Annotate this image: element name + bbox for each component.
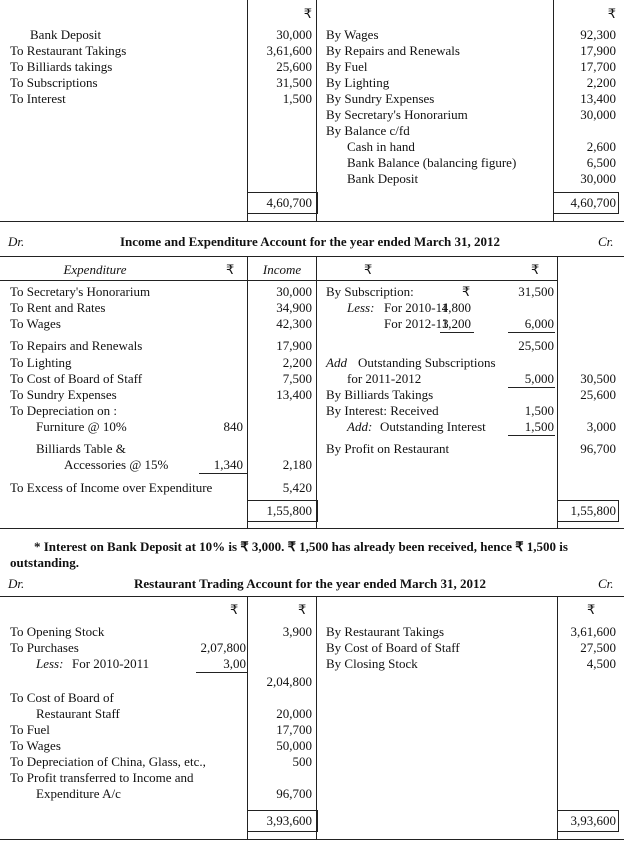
trading-right-label: By Restaurant Takings [326, 624, 445, 639]
cash-right-label: Cash in hand [347, 139, 415, 154]
trading-left-label: To Depreciation of China, Glass, etc., [10, 754, 206, 769]
trading-sub-amount: 2,07,800 [200, 640, 246, 655]
income-heading: Income [262, 262, 302, 277]
trading-left-label: To Purchases [10, 640, 79, 655]
inc-total: 1,55,800 [570, 503, 616, 518]
inc-mid-amount: 25,500 [518, 338, 554, 353]
cash-divider [553, 0, 554, 221]
table-top-rule [0, 596, 624, 597]
column-divider [316, 256, 317, 528]
column-divider [557, 256, 558, 528]
inc-label: Outstanding Interest [380, 419, 486, 434]
inc-label: By Billiards Takings [326, 387, 434, 402]
cash-left-amount: 3,61,600 [266, 43, 312, 58]
dr-label: Dr. [8, 576, 25, 591]
column-divider [247, 256, 248, 528]
expenditure-heading: Expenditure [63, 262, 127, 277]
trading-left-label: To Fuel [10, 722, 50, 737]
trading-right-label: By Closing Stock [326, 656, 418, 671]
cash-left-amount: 31,500 [276, 75, 312, 90]
cash-right-label: By Sundry Expenses [326, 91, 435, 106]
cash-right-amount: 30,000 [580, 107, 616, 122]
inc-label: Outstanding Subscriptions [358, 355, 496, 370]
trading-sub-amount: 3,00 [223, 656, 246, 671]
inc-mid-amount: 1,500 [524, 419, 554, 434]
inc-label: For 2010-11 [384, 300, 449, 315]
rupee-symbol: ₹ [531, 262, 540, 277]
inc-label: For 2012-13 [384, 316, 449, 331]
header-rule [0, 280, 557, 281]
trading-left-label: Expenditure A/c [36, 786, 121, 801]
footnote-line: outstanding. [10, 555, 79, 570]
exp-amount: 30,000 [276, 284, 312, 299]
trading-left-amount: 2,04,800 [266, 674, 312, 689]
exp-label: To Repairs and Renewals [10, 338, 143, 353]
trading-left-amount: 17,700 [276, 722, 312, 737]
footnote-line: * Interest on Bank Deposit at 10% is ₹ 3,000. ₹ 1,500 has already been received, hence ₹ 1,500 is [34, 539, 568, 554]
trading-right-amount: 3,61,600 [570, 624, 616, 639]
cash-right-amount: 17,700 [580, 59, 616, 74]
trading-left-label: Restaurant Staff [36, 706, 120, 721]
cash-left-amount: 30,000 [276, 27, 312, 42]
cash-right-label: Bank Deposit [347, 171, 419, 186]
trading-left-amount: 500 [292, 754, 312, 769]
inc-amount: 3,000 [586, 419, 616, 434]
rupee-symbol: ₹ [230, 602, 239, 617]
exp-label: To Rent and Rates [10, 300, 106, 315]
trading-left-amount: 96,700 [276, 786, 312, 801]
inc-mid-amount: 6,000 [524, 316, 554, 331]
cash-left-label: Bank Deposit [30, 27, 102, 42]
inc-label: Add: [347, 419, 373, 434]
exp-label: To Cost of Board of Staff [10, 371, 143, 386]
exp-amount: 13,400 [276, 387, 312, 402]
inc-amount: 30,500 [580, 371, 616, 386]
exp-sub-amount: 840 [223, 419, 243, 434]
inc-label: Add [326, 355, 347, 370]
exp-label: To Wages [10, 316, 61, 331]
inc-label: Less: [347, 300, 375, 315]
exp-label: Furniture @ 10% [36, 419, 127, 434]
subtotal-rule [508, 332, 555, 333]
rupee-symbol: ₹ [587, 602, 596, 617]
exp-label: To Lighting [10, 355, 72, 370]
trading-right-amount: 27,500 [580, 640, 616, 655]
exp-sub-amount: 1,340 [213, 457, 243, 472]
rupee-symbol: ₹ [303, 6, 312, 21]
exp-label: Accessories @ 15% [64, 457, 169, 472]
rupee-symbol: ₹ [226, 262, 235, 277]
inc-label: for 2011-2012 [347, 371, 422, 386]
trading-left-amount: 3,900 [282, 624, 312, 639]
account-title: Restaurant Trading Account for the year ended March 31, 2012 [134, 576, 486, 591]
exp-amount: 17,900 [276, 338, 312, 353]
dr-label: Dr. [8, 234, 25, 249]
cash-right-amount: 2,600 [586, 139, 616, 154]
inc-label: By Profit on Restaurant [326, 441, 450, 456]
cash-right-amount: 30,000 [580, 171, 616, 186]
cash-left-total: 4,60,700 [266, 195, 312, 210]
cr-label: Cr. [598, 234, 614, 249]
inc-mid-amount: 5,000 [524, 371, 554, 386]
cash-left-label: To Subscriptions [10, 75, 98, 90]
exp-label: To Secretary's Honorarium [10, 284, 151, 299]
rupee-symbol: ₹ [364, 262, 373, 277]
trading-left-label: To Profit transferred to Income and [10, 770, 194, 785]
cash-right-amount: 2,200 [586, 75, 616, 90]
cash-divider [247, 0, 248, 221]
inc-amount: 25,600 [580, 387, 616, 402]
trading-right-total: 3,93,600 [570, 813, 616, 828]
exp-label: To Excess of Income over Expenditure [10, 480, 213, 495]
trading-left-total: 3,93,600 [266, 813, 312, 828]
cash-right-amount: 13,400 [580, 91, 616, 106]
exp-label: To Depreciation on : [10, 403, 118, 418]
trading-left-label: To Cost of Board of [10, 690, 114, 705]
inc-label: By Subscription: [326, 284, 414, 299]
exp-amount: 34,900 [276, 300, 312, 315]
rupee-symbol: ₹ [462, 284, 471, 299]
inc-mid-amount: 1,500 [524, 403, 554, 418]
cash-right-label: By Balance c/fd [326, 123, 410, 138]
column-divider [557, 596, 558, 839]
inc-sub-amount: 1,200 [441, 316, 471, 331]
exp-amount: 5,420 [282, 480, 312, 495]
exp-amount: 2,200 [282, 355, 312, 370]
trading-left-label: Less: [36, 656, 64, 671]
trading-left-label: To Wages [10, 738, 61, 753]
inc-mid-amount: 31,500 [518, 284, 554, 299]
section-rule [0, 221, 624, 222]
table-bottom-rule [0, 528, 624, 529]
cash-right-amount: 6,500 [586, 155, 616, 170]
cr-label: Cr. [598, 576, 614, 591]
inc-label: By Interest: Received [326, 403, 439, 418]
subtotal-rule [508, 387, 555, 388]
cash-right-label: By Secretary's Honorarium [326, 107, 468, 122]
table-top-rule [0, 256, 624, 257]
account-title: Income and Expenditure Account for the year ended March 31, 2012 [119, 234, 500, 249]
rupee-symbol: ₹ [298, 602, 307, 617]
subtotal-rule [196, 672, 247, 673]
inc-sub-amount: 4,800 [441, 300, 471, 315]
cash-left-label: To Restaurant Takings [10, 43, 127, 58]
column-divider [316, 596, 317, 839]
trading-left-label: For 2010-2011 [72, 656, 150, 671]
cash-left-label: To Interest [10, 91, 66, 106]
cash-right-total: 4,60,700 [570, 195, 616, 210]
cash-right-label: By Wages [326, 27, 379, 42]
cash-left-label: To Billiards takings [10, 59, 113, 74]
exp-amount: 7,500 [282, 371, 312, 386]
cash-left-amount: 1,500 [282, 91, 312, 106]
exp-amount: 42,300 [276, 316, 312, 331]
inc-amount: 96,700 [580, 441, 616, 456]
subtotal-rule [199, 473, 247, 474]
cash-right-label: By Fuel [326, 59, 368, 74]
trading-right-amount: 4,500 [586, 656, 616, 671]
trading-left-amount: 50,000 [276, 738, 312, 753]
column-divider [247, 596, 248, 839]
cash-divider [316, 0, 317, 221]
exp-label: To Sundry Expenses [10, 387, 117, 402]
cash-left-amount: 25,600 [276, 59, 312, 74]
exp-total: 1,55,800 [266, 503, 312, 518]
cash-right-amount: 17,900 [580, 43, 616, 58]
trading-right-label: By Cost of Board of Staff [326, 640, 460, 655]
exp-amount: 2,180 [282, 457, 312, 472]
cash-right-label: Bank Balance (balancing figure) [347, 155, 517, 170]
trading-left-label: To Opening Stock [10, 624, 105, 639]
table-bottom-rule [0, 839, 624, 840]
subtotal-rule [440, 332, 474, 333]
cash-right-amount: 92,300 [580, 27, 616, 42]
trading-left-amount: 20,000 [276, 706, 312, 721]
rupee-symbol: ₹ [607, 6, 616, 21]
cash-right-label: By Lighting [326, 75, 390, 90]
exp-label: Billiards Table & [36, 441, 126, 456]
subtotal-rule [508, 435, 555, 436]
cash-right-label: By Repairs and Renewals [326, 43, 460, 58]
